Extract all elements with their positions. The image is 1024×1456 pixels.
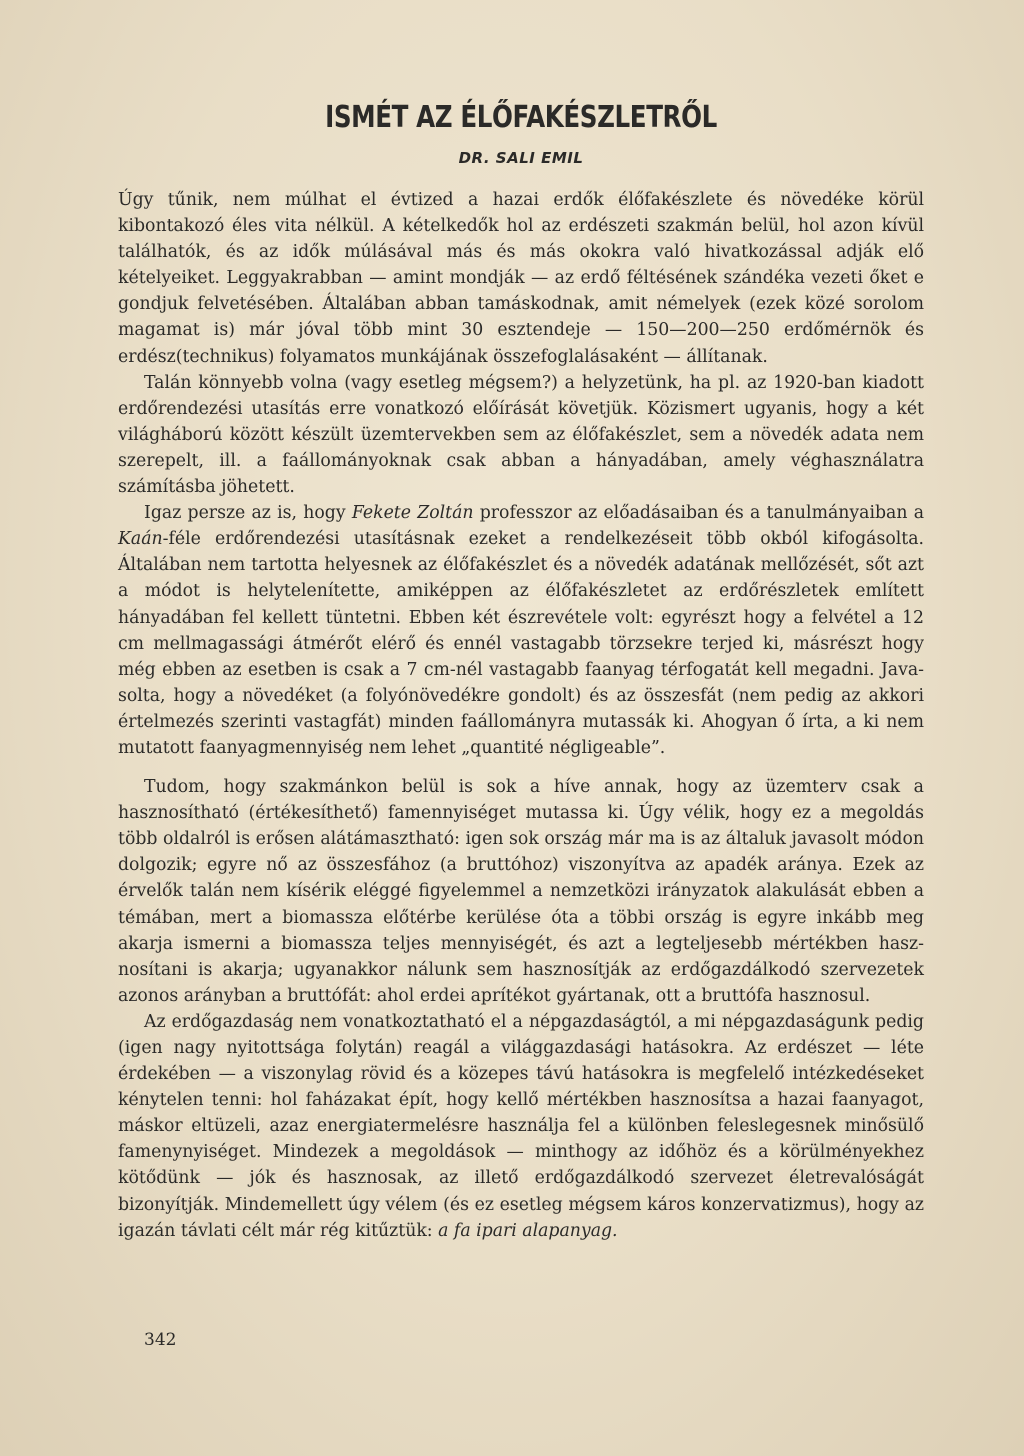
paragraph-5-emphasis: a fa ipari alapanyag. bbox=[438, 1220, 618, 1241]
paragraph-4: Tudom, hogy szakmánkon belül is sok a híve annak, hogy az üzemterv csak a hasznosítható (értékesíthető) famennyiséget mutassa ki. Úgy vélik, hogy ez a megoldás több oldalról is erősen alátámasztható: igen sok ország már ma is az általuk javasolt módon dolgozik; egyre nő az összesfához (a bruttóhoz) viszonyítva az apadék aránya. Ezek az érvelők talán nem kísérik eléggé figyelemmel a nemzetközi irányzatok alakulását ebben a témában, mert a biomassza előtérbe kerülése óta a többi ország is egyre inkább meg akarja ismerni a biomassza teljes mennyiségét, és azt a legteljesebb mértékben hasznosítani is akarja; ugyanakkor nálunk sem hasznosítják az erdőgazdálkodó szervezetek azonos arányban a bruttófát: ahol erdei aprítékot gyártanak, ott a bruttófa hasznosul. bbox=[118, 777, 924, 1006]
paragraph-3 bbox=[118, 500, 924, 761]
article-body bbox=[118, 187, 924, 1244]
person-name-fekete: Fekete Zoltán bbox=[351, 503, 474, 524]
paragraph-1: Úgy tűnik, nem múlhat el évtized a hazai erdők élőfakészlete és növedéke körül kibontakozó éles vita nélkül. A kételkedők hol az erdészeti szakmán belül, hol azon kívül találhatók, és az idők múlásával más és más okokra való hivatkozással adják elő kételyeiket. Leggyakrabban — amint mondják — az erdő féltésének szándéka vezeti őket e gondjuk felvetésében. Általában abban tamáskodnak, amit némelyek (ezek közé sorolom magamat is) már jóval több mint 30 esztendeje — 150—200—250 erdőmérnök és erdész(technikus) folyamatos munkájának összefoglalásaként — állítanak. bbox=[118, 190, 924, 367]
person-name-kaan: Kaán bbox=[118, 529, 163, 550]
article-author: DR. SALI EMIL bbox=[458, 149, 584, 167]
paragraph-3-text-c: -féle erdőrendezési utasításnak ezeket a rendelkezéseit több okból kifogásolta. Általában nem tartotta helyesnek az élőfakészlet és a növedék adatának mellőzését, sőt azt a módot is helytelenítette, amiképpen az élőfakészletet az erdőrészletek említett hányadában fel kellett tüntetni. Ebben két észrevétele volt: egyrészt hogy a felvétel a 12 cm mellmagassági átmérőt elérő és ennél vastagabb törzsekre terjed ki, másrészt hogy még ebben az esetben is csak a 7 cm-nél vastagabb faanyag térfogatát kell megadni. Javasolta, hogy a növedéket (a folyónövedékre gondolt) és az összesfát (nem pedig az akkori értelmezés szerinti vastagfát) minden faállományra mutassák ki. Ahogyan ő írta, a ki nem mutatott faanyagmennyiség nem lehet „quantité négligeable”. bbox=[118, 529, 924, 758]
paragraph-5-text: Az erdőgazdaság nem vonatkoztatható el a népgazdaságtól, a mi népgazdaságunk pedig (igen nagy nyitottsága folytán) reagál a világgazdasági hatásokra. Az erdészet — léte érdekében — a viszonylag rövid és a közepes távú hatásokra is megfelelő intézkedéseket kénytelen tenni: hol faházakat épít, hogy kellő mértékben hasznosítsa a hazai faanyagot, máskor eltüzeli, azaz energiatermelésre használja fel a különben feleslegesnek minősülő famenynyiséget. Mindezek a megoldások — minthogy az időhöz és a körülményekhez kötődünk — jók és hasznosak, az illető erdőgazdálkodó szervezet életrevalóságát bizonyítják. Mindemellett úgy vélem (és ez esetleg mégsem káros konzervatizmus), hogy az igazán távlati célt már rég kitűztük: bbox=[118, 1011, 924, 1241]
page-number: 342 bbox=[144, 1330, 177, 1350]
article bbox=[118, 100, 924, 1244]
paragraph-3-text-b: professzor az előadásaiban és a tanulmányaiban a bbox=[473, 503, 925, 524]
article-title: ISMÉT AZ ÉLŐFAKÉSZLETRŐL bbox=[325, 100, 717, 135]
paragraph-5 bbox=[118, 1009, 924, 1244]
paragraph-2: Talán könnyebb volna (vagy esetleg mégsem?) a helyzetünk, ha pl. az 1920-ban kiadott erdőrendezési utasítás erre vonatkozó előírását követjük. Közismert ugyanis, hogy a két világháború között készült üzemtervekben sem az élőfakészlet, sem a növedék adata nem szerepelt, ill. a faállományoknak csak abban a hányadában, amely véghasználatra számításba jöhetett. bbox=[118, 372, 924, 498]
paragraph-3-text-a: Igaz persze az is, hogy bbox=[144, 503, 352, 524]
